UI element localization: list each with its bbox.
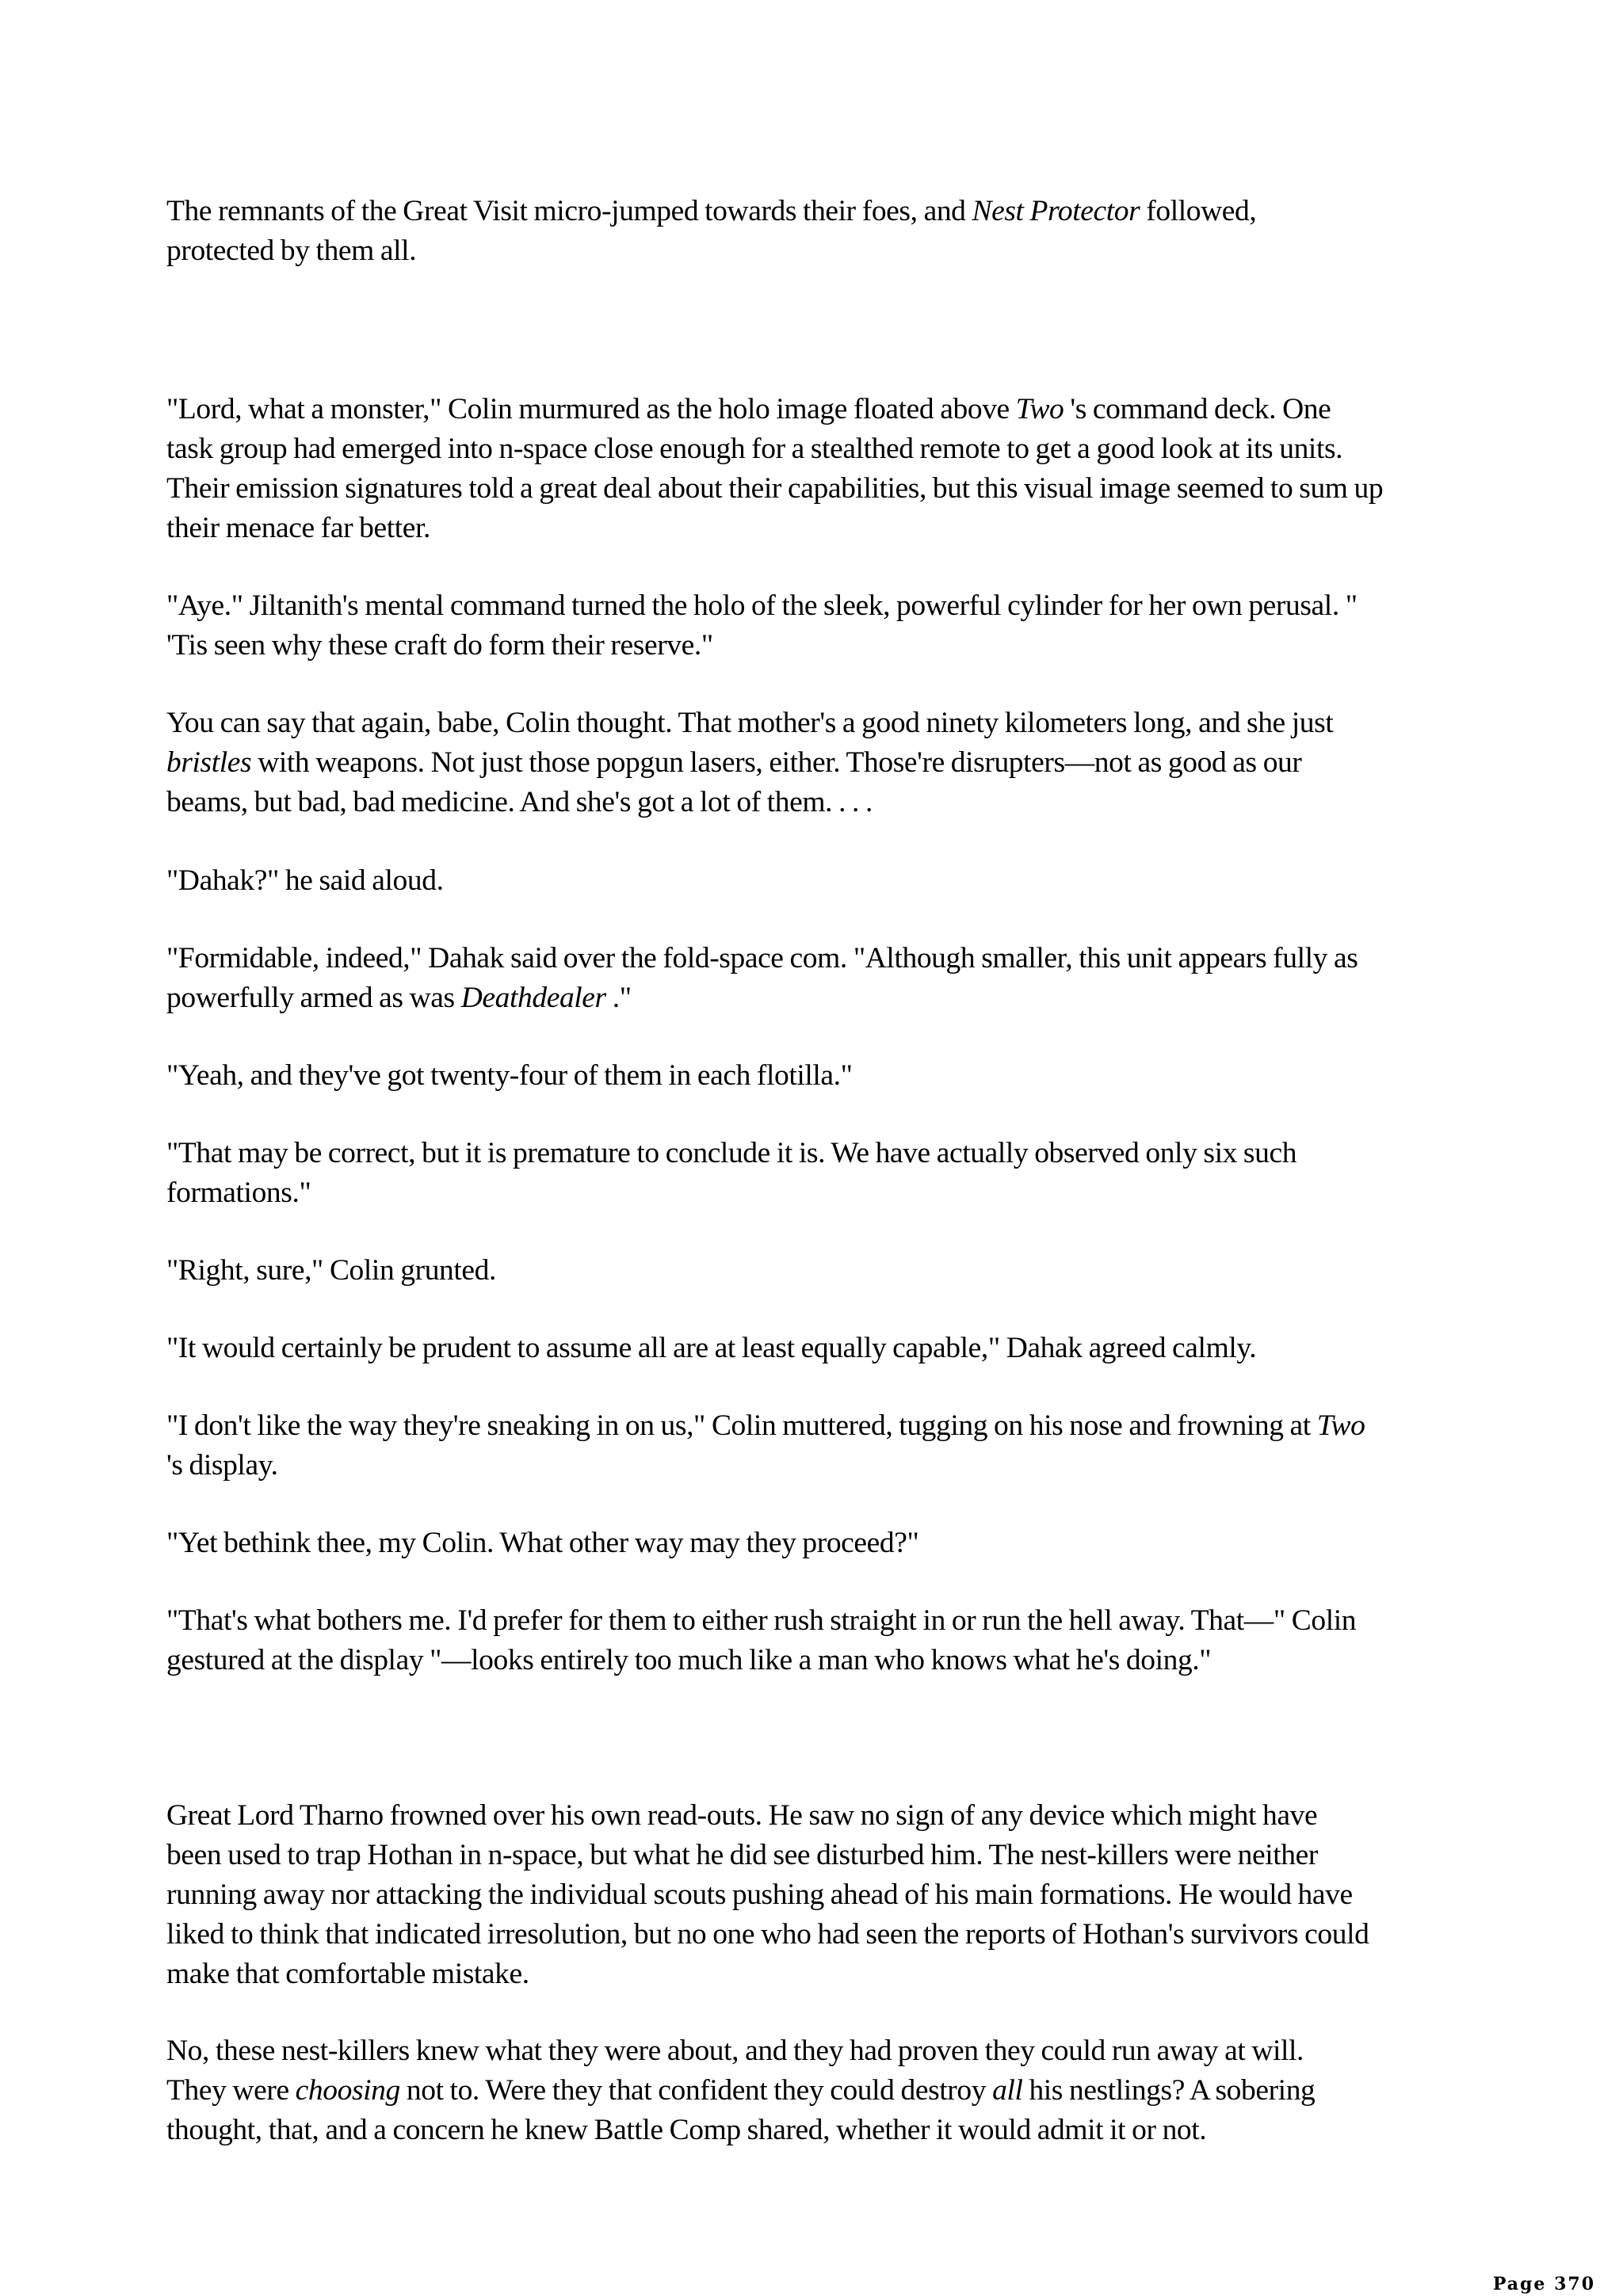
text-run: with weapons. Not just those popgun lasers, either. Those're disrupters—not as good as our	[251, 746, 1302, 779]
text-run: followed,	[1140, 195, 1257, 227]
text-run: powerfully armed as was	[166, 982, 461, 1014]
text-run: beams, but bad, bad medicine. And she's got a lot of them. . . .	[166, 786, 873, 818]
text-line	[166, 1446, 1365, 1486]
text-line	[166, 1875, 1369, 1915]
text-run: their menace far better.	[166, 512, 431, 544]
text-run: The remnants of the Great Visit micro-jumped towards their foes, and	[166, 195, 972, 227]
paragraph	[166, 2031, 1315, 2150]
text-run: 's display.	[166, 1449, 278, 1482]
text-run: "Yeah, and they've got twenty-four of them in each flotilla."	[166, 1059, 853, 1092]
italic-text: all	[992, 2074, 1023, 2107]
text-line	[166, 1406, 1365, 1446]
paragraph	[166, 1601, 1356, 1680]
text-run: "Formidable, indeed," Dahak said over the fold-space com. "Although smaller, this unit appears fully as	[166, 942, 1358, 974]
italic-text: Nest Protector	[972, 195, 1140, 227]
text-run: "Lord, what a monster," Colin murmured as the holo image floated above	[166, 393, 1016, 425]
paragraph	[166, 390, 1383, 548]
text-line	[166, 1173, 1296, 1213]
text-run: No, these nest-killers knew what they were about, and they had proven they could run away at will.	[166, 2035, 1304, 2067]
text-run: You can say that again, babe, Colin thought. That mother's a good ninety kilometers long, and she just	[166, 707, 1334, 739]
paragraph	[166, 1524, 918, 1563]
text-run: protected by them all.	[166, 235, 417, 267]
paragraph	[166, 1406, 1365, 1486]
text-line	[166, 1134, 1296, 1173]
text-line	[166, 861, 444, 901]
text-line	[166, 1955, 1369, 1994]
text-line	[166, 1251, 496, 1291]
text-line	[166, 1915, 1369, 1955]
text-line	[166, 978, 1358, 1018]
text-run: Great Lord Tharno frowned over his own read-outs. He saw no sign of any device which might have	[166, 1799, 1318, 1832]
text-line	[166, 1056, 853, 1096]
text-run: his nestlings? A sobering	[1022, 2074, 1316, 2107]
italic-text: Two	[1015, 393, 1064, 425]
text-line	[166, 2111, 1315, 2150]
italic-text: Two	[1316, 1409, 1365, 1442]
text-line	[166, 783, 1333, 822]
paragraph	[166, 586, 1358, 666]
italic-text: bristles	[166, 746, 252, 779]
page-number: Page 370	[1492, 2274, 1595, 2294]
text-run: gestured at the display "—looks entirely too much like a man who knows what he's doing."	[166, 1644, 1212, 1676]
text-run: thought, that, and a concern he knew Battle Comp shared, whether it would admit it or not.	[166, 2114, 1207, 2146]
text-line	[166, 1641, 1356, 1680]
text-run: formations."	[166, 1177, 311, 1209]
text-line	[166, 1836, 1369, 1875]
text-line	[166, 1524, 918, 1563]
text-line	[166, 939, 1358, 978]
paragraph	[166, 192, 1256, 271]
text-line	[166, 1796, 1369, 1836]
paragraph	[166, 1056, 853, 1096]
italic-text: Deathdealer	[460, 982, 606, 1014]
text-run: liked to think that indicated irresolution, but no one who had seen the reports of Hothan's survivors could	[166, 1918, 1369, 1951]
text-run: task group had emerged into n-space close enough for a stealthed remote to get a good look at its units.	[166, 433, 1343, 465]
text-run: "Aye." Jiltanith's mental command turned the holo of the sleek, powerful cylinder for her own perusal. "	[166, 589, 1358, 622]
text-line	[166, 2071, 1315, 2111]
text-run: They were	[166, 2074, 296, 2107]
text-line	[166, 586, 1358, 626]
text-run: not to. Were they that confident they could destroy	[399, 2074, 993, 2107]
paragraph	[166, 704, 1333, 822]
text-line	[166, 626, 1358, 666]
text-run: "Dahak?" he said aloud.	[166, 864, 444, 897]
text-run: 'Tis seen why these craft do form their reserve."	[166, 629, 713, 662]
text-run: "It would certainly be prudent to assume all are at least equally capable," Dahak agreed calmly.	[166, 1332, 1257, 1364]
paragraph	[166, 1251, 496, 1291]
text-run: Their emission signatures told a great deal about their capabilities, but this visual image seemed to sum up	[166, 472, 1384, 505]
text-run: "I don't like the way they're sneaking in on us," Colin muttered, tugging on his nose and frowning at	[166, 1409, 1317, 1442]
text-line	[166, 743, 1333, 783]
paragraph	[166, 1329, 1256, 1368]
paragraph	[166, 939, 1358, 1018]
text-run: "Yet bethink thee, my Colin. What other way may they proceed?"	[166, 1527, 919, 1559]
text-run: been used to trap Hothan in n-space, but what he did see disturbed him. The nest-killers were neither	[166, 1839, 1318, 1871]
text-run: ."	[605, 982, 632, 1014]
italic-text: choosing	[295, 2074, 400, 2107]
text-run: "Right, sure," Colin grunted.	[166, 1254, 496, 1287]
text-line	[166, 429, 1383, 469]
text-line	[166, 390, 1383, 429]
text-run: running away nor attacking the individual scouts pushing ahead of his main formations. He would have	[166, 1878, 1353, 1911]
text-run: "That's what bothers me. I'd prefer for them to either rush straight in or run the hell away. That—" Colin	[166, 1604, 1357, 1637]
text-line	[166, 1601, 1356, 1641]
text-line	[166, 2031, 1315, 2071]
text-line	[166, 192, 1256, 231]
paragraph	[166, 861, 444, 901]
text-line	[166, 231, 1256, 271]
text-line	[166, 1329, 1256, 1368]
text-line	[166, 509, 1383, 548]
paragraph	[166, 1134, 1296, 1213]
text-run: make that comfortable mistake.	[166, 1958, 529, 1990]
text-line	[166, 469, 1383, 509]
text-line	[166, 704, 1333, 743]
text-run: "That may be correct, but it is premature to conclude it is. We have actually observed only six such	[166, 1137, 1297, 1169]
paragraph	[166, 1796, 1369, 1994]
text-run: 's command deck. One	[1064, 393, 1331, 425]
